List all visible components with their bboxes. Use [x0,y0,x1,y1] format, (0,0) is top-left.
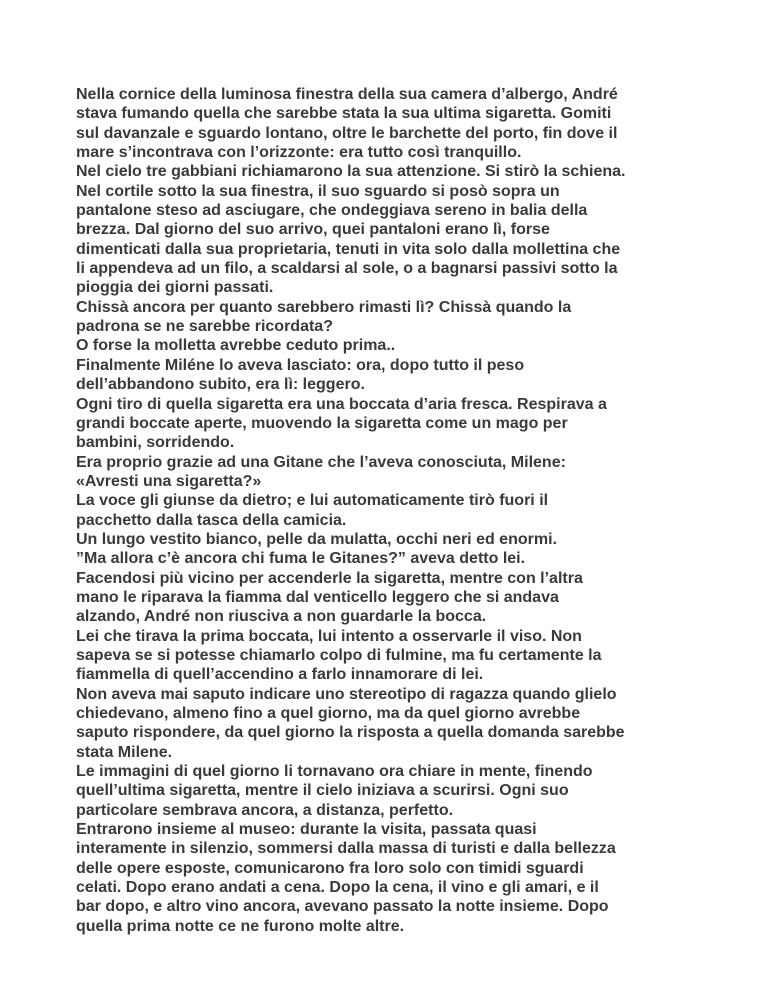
text-line: mano le riparava la fiamma dal venticello leggero che si andava [76,588,559,606]
text-line: Un lungo vestito bianco, pelle da mulatta, occhi neri ed enormi. [76,530,557,548]
text-line: «Avresti una sigaretta?» [76,472,262,490]
text-line: ”Ma allora c’è ancora chi fuma le Gitanes?” aveva detto lei. [76,550,526,568]
text-line: li appendeva ad un filo, a scaldarsi al sole, o a bagnarsi passivi sotto la [76,260,618,278]
text-line: celati. Dopo erano andati a cena. Dopo la cena, il vino e gli amari, e il [76,879,599,897]
text-line: Lei che tirava la prima boccata, lui intento a osservarle il viso. Non [76,627,582,645]
text-line: sul davanzale e sguardo lontano, oltre le barchette del porto, fin dove il [76,124,618,142]
text-line: quella prima notte ce ne furono molte altre. [76,917,405,935]
text-line: Le immagini di quel giorno li tornavano ora chiare in mente, finendo [76,763,593,781]
text-line: pacchetto dalla tasca della camicia. [76,511,347,529]
text-line: Nel cielo tre gabbiani richiamarono la sua attenzione. Si stirò la schiena. [76,163,626,181]
text-line: Non aveva mai saputo indicare uno stereotipo di ragazza quando glielo [76,685,617,703]
text-line: Facendosi più vicino per accenderle la sigaretta, mentre con l’altra [76,569,583,587]
text-line: padrona se ne sarebbe ricordata? [76,318,333,336]
text-line: fiammella di quell’accendino a farlo innamorare di lei. [76,666,484,684]
text-line: dimenticati dalla sua proprietaria, tenuti in vita solo dalla mollettina che [76,240,621,258]
text-line: quell’ultima sigaretta, mentre il cielo iniziava a scurirsi. Ogni suo [76,782,569,800]
text-line: particolare sembrava ancora, a distanza, perfetto. [76,801,454,819]
text-line: delle opere esposte, comunicarono fra loro solo con timidi sguardi [76,859,584,877]
document-body [76,85,696,936]
text-line: pioggia dei giorni passati. [76,279,274,297]
text-line: Ogni tiro di quella sigaretta era una boccata d’aria fresca. Respirava a [76,395,607,413]
text-line: mare s’incontrava con l’orizzonte: era tutto così tranquillo. [76,144,522,162]
text-line: interamente in silenzio, sommersi dalla massa di turisti e dalla bellezza [76,840,616,858]
text-line: saputo rispondere, da quel giorno la risposta a quella domanda sarebbe [76,724,625,742]
text-line: stava fumando quella che sarebbe stata la sua ultima sigaretta. Gomiti [76,105,612,123]
text-line: Finalmente Miléne lo aveva lasciato: ora, dopo tutto il peso [76,356,525,374]
text-line: grandi boccate aperte, muovendo la sigaretta come un mago per [76,414,568,432]
text-line: bambini, sorridendo. [76,434,235,452]
text-line: sapeva se si potesse chiamarlo colpo di fulmine, ma fu certamente la [76,646,602,664]
text-line: stata Milene. [76,743,173,761]
text-line: brezza. Dal giorno del suo arrivo, quei pantaloni erano lì, forse [76,221,550,239]
text-line: Chissà ancora per quanto sarebbero rimasti lì? Chissà quando la [76,298,572,316]
text-line: La voce gli giunse da dietro; e lui automaticamente tirò fuori il [76,492,549,510]
text-line: alzando, André non riusciva a non guardarle la bocca. [76,608,487,626]
text-line: pantalone steso ad asciugare, che ondeggiava sereno in balia della [76,202,588,220]
text-line: bar dopo, e altro vino ancora, avevano passato la notte insieme. Dopo [76,898,609,916]
text-line: chiedevano, almeno fino a quel giorno, ma da quel giorno avrebbe [76,705,581,722]
text-line: Nel cortile sotto la sua finestra, il suo sguardo si posò sopra un [76,182,560,200]
text-line: Nella cornice della luminosa finestra della sua camera d’albergo, André [76,86,618,103]
text-line: Era proprio grazie ad una Gitane che l’aveva conosciuta, Milene: [76,453,566,471]
text-line: O forse la molletta avrebbe ceduto prima.. [76,337,396,355]
text-line: Entrarono insieme al museo: durante la visita, passata quasi [76,821,537,839]
text-line: dell’abbandono subito, era lì: leggero. [76,376,365,394]
